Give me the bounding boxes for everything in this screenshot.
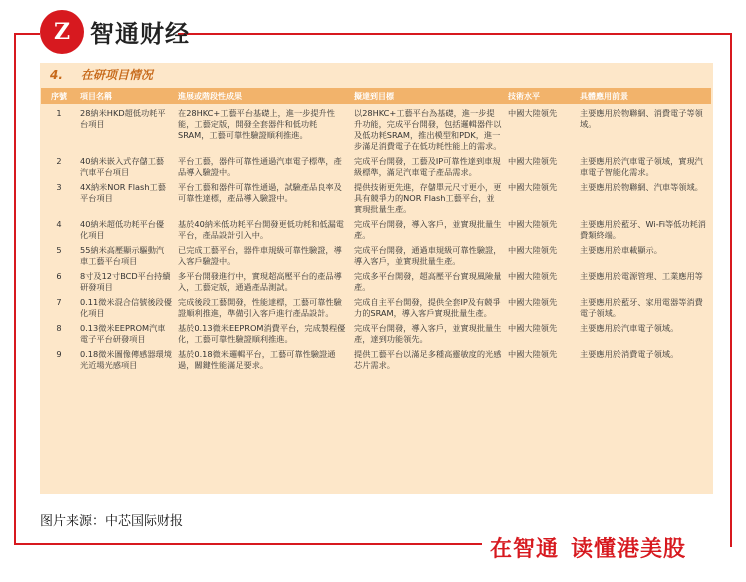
cell-no: 3 — [56, 182, 62, 192]
image-source-caption: 图片来源：中芯国际财报 — [40, 514, 184, 529]
cell-no: 4 — [56, 219, 62, 229]
section-title-text: 在研项目情况 — [80, 68, 153, 82]
header-result: 進展或階段性成果 — [175, 88, 351, 104]
cell-result: 已完成工藝平台，器件車規級可靠性驗證，導入客戶驗證中。 — [178, 245, 342, 266]
brand-name: 智通财经 — [90, 20, 190, 48]
cell-no: 7 — [56, 297, 62, 307]
cell-application: 主要應用於物聯網、汽車等領域。 — [580, 182, 703, 192]
cell-level: 中國大陸領先 — [508, 219, 558, 229]
cell-goal: 完成平台開發，導入客戶，並實現批量生產，達到功能領先。 — [354, 323, 502, 344]
cell-no: 1 — [56, 108, 62, 118]
cell-level: 中國大陸領先 — [508, 108, 558, 118]
cell-name: 8寸及12寸BCD平台持續研發項目 — [80, 271, 171, 292]
frame-bottom-line — [14, 543, 482, 545]
cell-application: 主要應用於物聯網、消費電子等領域。 — [580, 108, 703, 129]
cell-application: 主要應用於汽車電子領域，實現汽車電子智能化需求。 — [580, 156, 703, 177]
cell-application: 主要應用於消費電子領域。 — [580, 349, 679, 359]
cell-application: 主要應用於車載顯示。 — [580, 245, 662, 255]
cell-result: 在28HKC+工藝平台基礎上，進一步提升性能，工藝定版，開發全套器件和低功耗SRAM，工藝可靠性驗證順利推進。 — [178, 108, 335, 140]
cell-result: 完成後段工藝開發，性能達標，工藝可靠性驗證順利推進，準備引入客戶進行產品設計。 — [178, 297, 342, 318]
cell-no: 5 — [56, 245, 62, 255]
slogan-part1: 在智通 — [490, 537, 560, 562]
cell-level: 中國大陸領先 — [508, 297, 558, 307]
projects-table — [41, 88, 711, 373]
cell-result: 平台工藝和器件可靠性通過，試驗產品良率及可靠性達標，產品導入驗證中。 — [178, 182, 342, 203]
cell-no: 8 — [56, 323, 62, 333]
header-level: 技術水平 — [505, 88, 577, 104]
cell-application: 主要應用於藍牙、家用電器等消費電子領域。 — [580, 297, 703, 318]
cell-name: 0.18微米圖像傳感器環境光近場光感項目 — [80, 349, 172, 370]
header-goal: 擬達到目標 — [351, 88, 505, 104]
cell-result: 基於40納米低功耗平台開發更低功耗和低漏電平台，產品設計引入中。 — [178, 219, 344, 240]
cell-level: 中國大陸領先 — [508, 245, 558, 255]
slogan-part2: 读懂港美股 — [571, 537, 687, 562]
cell-goal: 提供工藝平台以滿足多種高靈敏度的光感芯片需求。 — [354, 349, 502, 370]
cell-result: 基於0.13微米EEPROM消費平台，完成製程優化，工藝可靠性驗證順利推進。 — [178, 323, 346, 344]
frame-right-line — [730, 33, 732, 547]
cell-name: 40納米超低功耗平台優化項目 — [80, 219, 165, 240]
table-header-row — [41, 88, 711, 104]
cell-no: 6 — [56, 271, 62, 281]
brand-logo-icon: Z — [40, 10, 84, 54]
cell-application: 主要應用於汽車電子領域。 — [580, 323, 679, 333]
table-row — [41, 347, 711, 373]
cell-name: 0.13微米EEPROM汽車電子平台研發項目 — [80, 323, 166, 344]
cell-goal: 完成平台開發，通過車規級可靠性驗證，導入客戶，並實現批量生產。 — [354, 245, 502, 266]
cell-no: 2 — [56, 156, 62, 166]
cell-result: 基於0.18微米邏輯平台，工藝可靠性驗證通過，關鍵性能滿足要求。 — [178, 349, 336, 370]
table-row — [41, 154, 711, 180]
cell-goal: 完成平台開發，工藝及IP可靠性達到車規級標準，滿足汽車電子產品需求。 — [354, 156, 501, 177]
cell-goal: 完成平台開發，導入客戶，並實現批量生產。 — [354, 219, 502, 240]
cell-application: 主要應用於電源管理、工業應用等 — [580, 271, 703, 281]
cell-no: 9 — [56, 349, 62, 359]
cell-level: 中國大陸領先 — [508, 271, 558, 281]
cell-name: 0.11微米混合信號後段優化項目 — [80, 297, 172, 318]
table-row — [41, 104, 711, 154]
slogan — [490, 532, 686, 563]
header-no: 序號 — [41, 88, 77, 104]
cell-goal: 完成多平台開發，超高壓平台實現風險量產。 — [354, 271, 502, 292]
frame-left-line — [14, 33, 16, 543]
cell-goal: 提供技術更先進，存儲單元尺寸更小，更具有競爭力的NOR Flash工藝平台，並實現批量生產。 — [354, 182, 502, 214]
header-application: 具體應用前景 — [577, 88, 711, 104]
cell-name: 55納米高壓顯示驅動汽車工藝平台項目 — [80, 245, 165, 266]
frame-top-line — [178, 33, 732, 35]
cell-goal: 完成自主平台開發，提供全套IP及有競爭力的SRAM，導入客戶實現批量生產。 — [354, 297, 501, 318]
cell-application: 主要應用於藍牙、Wi-Fi等低功耗消費類終端。 — [580, 219, 706, 240]
table-row — [41, 243, 711, 269]
section-number: 4. — [50, 68, 63, 82]
table-row — [41, 295, 711, 321]
section-title — [50, 66, 153, 83]
cell-level: 中國大陸領先 — [508, 182, 558, 192]
cell-name: 28納米HKD超低功耗平台項目 — [80, 108, 166, 129]
cell-result: 平台工藝，器件可靠性通過汽車電子標準，產品導入驗證中。 — [178, 156, 342, 177]
header-name: 項目名稱 — [77, 88, 175, 104]
table-row — [41, 217, 711, 243]
cell-result: 多平台開發進行中，實現超高壓平台的產品導入，工藝定版，通過產品測試。 — [178, 271, 342, 292]
cell-level: 中國大陸領先 — [508, 323, 558, 333]
cell-goal: 以28HKC+工藝平台為基礎，進一步提升功能，完成平台開發，包括邏輯器件以及低功耗SRAM，推出模型和PDK，進一步滿足消費電子在低功耗性能上的需求。 — [354, 108, 502, 151]
cell-name: 4X納米NOR Flash工藝平台項目 — [80, 182, 166, 203]
cell-level: 中國大陸領先 — [508, 349, 558, 359]
table-row — [41, 269, 711, 295]
table-row — [41, 321, 711, 347]
frame-left-top-line — [14, 33, 40, 35]
table-row — [41, 180, 711, 217]
cell-level: 中國大陸領先 — [508, 156, 558, 166]
cell-name: 40納米嵌入式存儲工藝汽車平台項目 — [80, 156, 165, 177]
